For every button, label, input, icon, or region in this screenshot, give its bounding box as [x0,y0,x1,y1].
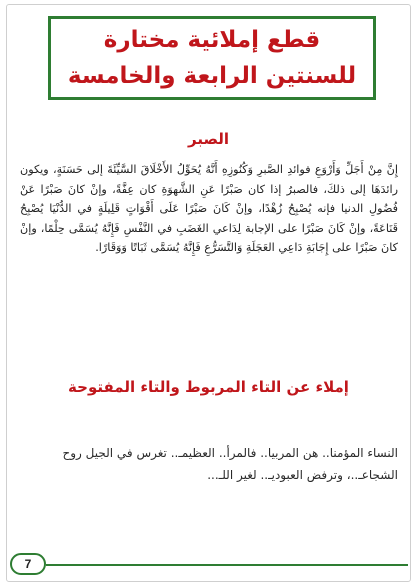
passage-text: إِنَّ مِنْ أَجَلِّ وَأَرْوَعِ فوائدِ الصَّبرِ وَكُنُوزِهِ أَنَّهُ يُحَوِّلُ الأَخْلَاقَ السَّيِّئَةَ إلى حَسَنَةٍ، ويكون رائدَهَا إلى ذلكَ، فالصبرُ إذا كان صَبْرًا عَنِ الشَّهوَةِ كان عِفَّةً، وإنْ كانَ صَبْرًا عَنْ فُضُولِ الدنيا فإنه يُصْبِحُ زُهْدًا، وإنْ كَانَ صَبْرًا عَلَى أَقْوَاتٍ قَلِيلَةٍ في الدُّنْيَا يُصْبِحُ قَنَاعَةً، وإنْ كَانَ صَبْرًا على الإجابة لِدَاعي الغَضَبِ في النَّفْسِ فَإِنَّهُ يُسَمَّى حِلْمًا، وإنْ كانَ صَبْرًا على إِجَابَةِ دَاعِي العَجَلَةِ وَالتَّسَرُّعِ فَإِنَّهُ يُسَمَّى ثَبَاتًا وَوَقَارًا. [20,163,398,254]
page-number-badge: 7 [10,553,46,575]
footer-divider [46,564,408,566]
title-box [48,16,376,100]
dictation-exercise [18,442,398,486]
dictation-line-1: النساء المؤمنا.. هن المربيا.. فالمرأ.. العظيمـ.. تغرس في الجيل روح [62,446,398,460]
main-title-line-1: قطع إملائية مختارة [103,27,321,53]
dictation-title: إملاء عن التاء المربوط والتاء المفتوحة [68,378,349,396]
passage-title: الصبر [187,130,229,148]
dictation-line-2: الشجاعـ..، وترفض العبوديـ.. لغير اللـ... [207,468,398,482]
main-title-line-2: للسنتين الرابعة والخامسة [67,63,357,89]
